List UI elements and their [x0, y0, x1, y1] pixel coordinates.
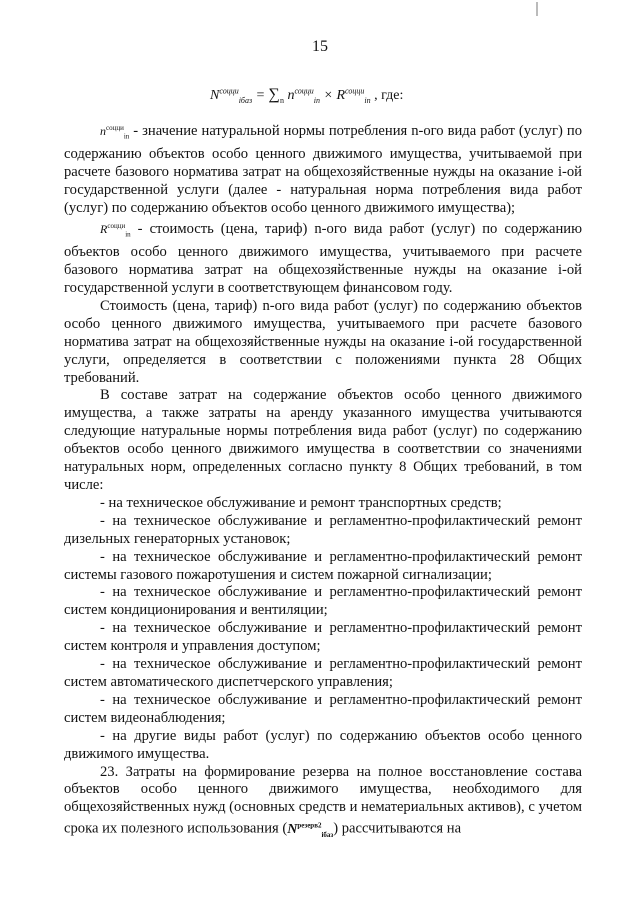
- paragraph-23: 23. Затраты на формирование резерва на полное восстановление состава объектов особо ценного движимого имущества, необходимого для общехозяйственных нужд (основных средств и нематериальных активов), с учетом срока их полезного использования $(N^{резерв2}_{iбаз})$ рассчитываются на: [64, 763, 583, 839]
- definition-r: $R^{соцци}_{in}$ - стоимость (цена, тариф) n-ого вида работ (услуг) по содержанию объектов особо ценного движимого имущества, учитываемого при расчете базового норматива затрат на общехозяйственные нужды на оказание i-ой государственной услуги в соответствующем финансовом году.: [64, 220, 582, 297]
- formula-suffix: , где:: [374, 88, 404, 103]
- symbol-n-reserve: $N^{резерв2}_{iбаз}$: [287, 821, 334, 839]
- list-item: - на техническое обслуживание и регламентно-профилактический ремонт систем видеонаблюдения;: [64, 691, 582, 726]
- list-item: - на техническое обслуживание и регламентно-профилактический ремонт системы газового пожаротушения и систем пожарной сигнализации;: [64, 548, 582, 583]
- times-sign: ×: [323, 88, 333, 103]
- symbol-r: $R^{соцци}_{in}$: [100, 221, 131, 239]
- formula-term-r: $R^{соцци}_{in}$: [336, 86, 371, 105]
- sum-sign: $\sum_n$: [268, 86, 284, 106]
- formula-lhs: $N^{соцци}_{iбаз}$: [210, 86, 253, 105]
- list-item: - на другие виды работ (услуг) по содержанию объектов особо ценного движимого имущества.: [64, 727, 582, 762]
- page-number: 15: [312, 38, 328, 55]
- list-item: - на техническое обслуживание и регламентно-профилактический ремонт систем контроля и управления доступом;: [64, 620, 582, 655]
- definition-n: $n^{соцци}_{in}$ - значение натуральной нормы потребления n-ого вида работ (услуг) по содержанию объектов особо ценного движимого имущества, учитываемой при расчете базового норматива затрат на общехозяйственные нужды на оказание i-ой государственной услуги (далее - натуральная норма потребления вида работ (услуг) по содержанию объектов особо ценного движимого имущества);: [64, 123, 582, 217]
- formula: $N^{соцци}_{iбаз} = \sum_n$ $n^{соцци}_{in} \times R^{соцци}_{in}$ , где:: [210, 86, 404, 106]
- body-text: [64, 120, 582, 845]
- list-item: - на техническое обслуживание и регламентно-профилактический ремонт дизельных генераторных установок;: [64, 512, 582, 547]
- list-item: - на техническое обслуживание и ремонт транспортных средств;: [100, 494, 502, 511]
- list-item: - на техническое обслуживание и регламентно-профилактический ремонт систем автоматического диспетчерского управления;: [64, 656, 582, 690]
- paragraph-composition: В составе затрат на содержание объектов особо ценного движимого имущества, а также затраты на аренду указанного имущества учитываются следующие натуральные нормы потребления вида работ (услуг) по содержанию объектов особо ценного движимого имущества в соответствии со значениями натуральных норм, определенных согласно пункту 8 Общих требований, в том числе:: [64, 387, 582, 493]
- symbol-n: $n^{соцци}_{in}$: [100, 124, 130, 141]
- formula-term-n: $n^{соцци}_{in}$: [287, 86, 321, 105]
- paragraph-cost: Стоимость (цена, тариф) n-ого вида работ (услуг) по содержанию объектов особо ценного движимого имущества, учитываемого при расчете базового норматива затрат на общехозяйственные нужды на оказание i-ой государственной услуги, определяется в соответствии с положениями пункта 28 Общих требований.: [64, 297, 582, 386]
- scan-artifact: [536, 2, 538, 16]
- list-item: - на техническое обслуживание и регламентно-профилактический ремонт систем кондиционирования и вентиляции;: [64, 584, 582, 619]
